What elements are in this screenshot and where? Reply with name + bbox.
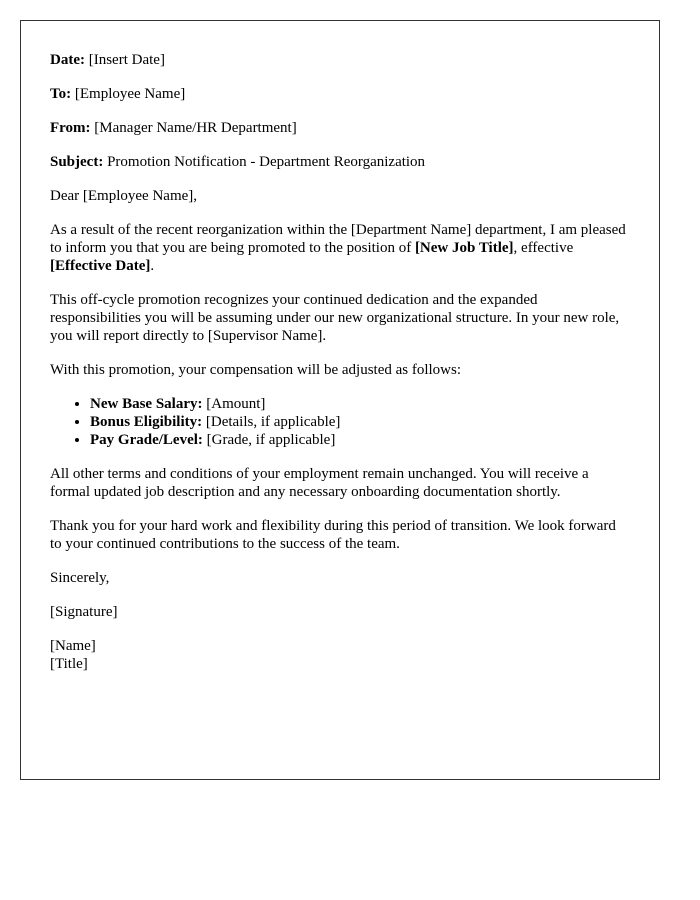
to-label: To:: [50, 86, 72, 102]
list-item: [90, 431, 630, 449]
paragraph-recognition: This off-cycle promotion recognizes your continued dedication and the expanded responsibilities you will be assuming under our new organizational structure. In your new role, you will report directly to [Supervisor Name].: [50, 292, 620, 344]
from-label: From:: [50, 120, 91, 136]
subject-label: Subject:: [50, 154, 104, 170]
comp-label: New Base Salary:: [90, 396, 203, 412]
letter-document: [20, 20, 660, 780]
signer-title: [Title]: [50, 656, 88, 672]
date-line: [50, 51, 630, 69]
comp-label: Pay Grade/Level:: [90, 432, 203, 448]
sign-off: Sincerely,: [50, 570, 110, 586]
p1-start: As a result of the recent reorganization within the [Department Name] department, I am pleased to inform you that you are being promoted to the position of: [50, 222, 626, 256]
p1-mid: , effective: [513, 240, 574, 256]
effective-date: [Effective Date]: [50, 258, 151, 274]
list-item: [90, 395, 630, 413]
salutation: Dear [Employee Name],: [50, 188, 198, 204]
new-job-title: [New Job Title]: [414, 240, 514, 256]
subject-value: Promotion Notification - Department Reorganization: [107, 154, 426, 170]
to-line: [50, 85, 630, 103]
paragraph-terms: All other terms and conditions of your employment remain unchanged. You will receive a formal updated job description and any necessary onboarding documentation shortly.: [50, 466, 589, 500]
date-value: [Insert Date]: [88, 52, 165, 68]
p1-end: .: [150, 258, 155, 274]
subject-line: [50, 153, 630, 171]
list-item: [90, 413, 630, 431]
comp-value: [Details, if applicable]: [202, 414, 341, 430]
comp-value: [Grade, if applicable]: [202, 432, 336, 448]
paragraph-compensation-intro: With this promotion, your compensation will be adjusted as follows:: [50, 362, 462, 378]
compensation-list: [50, 395, 630, 449]
signer-name: [Name]: [50, 638, 96, 654]
signature: [Signature]: [50, 604, 118, 620]
comp-value: [Amount]: [202, 396, 266, 412]
from-line: [50, 119, 630, 137]
paragraph-promotion: [50, 221, 630, 275]
paragraph-thanks: Thank you for your hard work and flexibility during this period of transition. We look forward to your continued contributions to the success of the team.: [50, 518, 616, 552]
date-label: Date:: [50, 52, 85, 68]
comp-label: Bonus Eligibility:: [90, 414, 203, 430]
to-value: [Employee Name]: [74, 86, 186, 102]
signer-block: [50, 637, 630, 673]
from-value: [Manager Name/HR Department]: [94, 120, 297, 136]
